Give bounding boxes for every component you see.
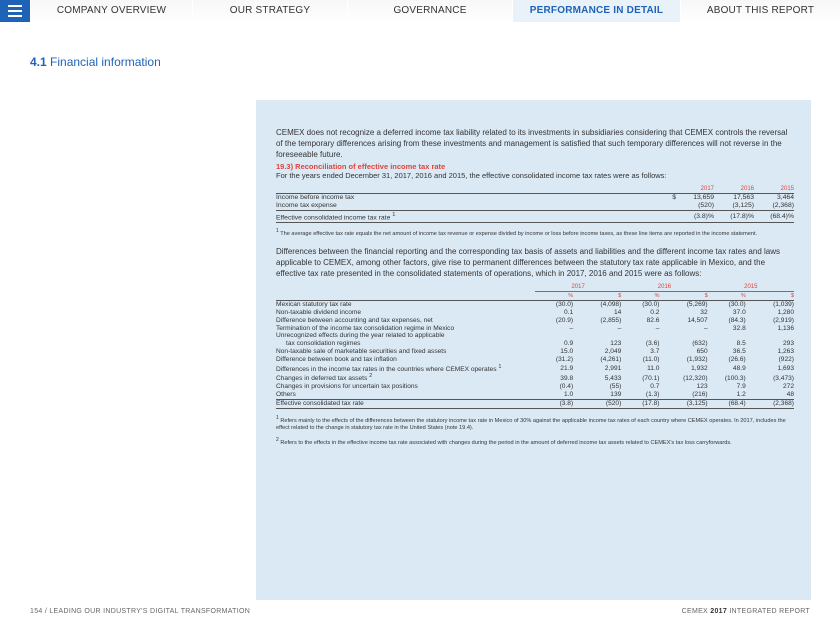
cell: 1.2 (736, 391, 746, 399)
cell: 293 (782, 340, 794, 348)
row-label-text: Mexican statutory tax rate (276, 301, 352, 309)
table-row (276, 383, 794, 391)
cell: – (569, 324, 574, 332)
row-label (276, 309, 535, 317)
row-label (276, 364, 535, 374)
cell: 0.1 (563, 308, 574, 316)
page-number: 154 (30, 608, 43, 615)
cell: 15.0 (560, 347, 574, 355)
cell: 0.7 (650, 383, 660, 391)
footnote-mark: 1 (276, 414, 279, 421)
table2-year: 2015 (708, 283, 794, 292)
row-label: Income tax expense (276, 202, 337, 209)
cell: 48 (786, 391, 794, 399)
table2-body (276, 301, 794, 409)
cell: (17.8) (621, 400, 659, 409)
cell: (1.3) (645, 391, 660, 399)
cell: (3.8)% (676, 211, 714, 223)
cell: 1,932 (691, 364, 708, 372)
table2-unit-header (276, 292, 794, 301)
cell: 8.5 (736, 340, 746, 348)
row-label-text: Difference between accounting and tax expenses, net (276, 316, 433, 324)
cell: (68.4)% (754, 211, 794, 223)
cell: – (617, 324, 622, 332)
row-label (276, 348, 535, 356)
cell: 36.5 (732, 347, 746, 355)
cell: 11.0 (647, 364, 660, 372)
table1-year: 2017 (700, 186, 714, 192)
footnote-ref: 1 (392, 212, 396, 218)
table-row (276, 194, 794, 203)
table-row (276, 400, 794, 409)
intro-paragraph: CEMEX does not recognize a deferred income tax liability related to its investments in subsidiaries considering that CEMEX controls the reversal of the temporary differences arising from these investments and management is satisfied that such temporary differences will not reverse in the foreseeable future. (276, 128, 788, 159)
footer-report-name: INTEGRATED REPORT (729, 608, 810, 615)
nav-company-overview[interactable]: COMPANY OVERVIEW (30, 0, 192, 22)
table-row (276, 364, 794, 374)
footnote-text: Refers to the effects in the effective income tax rate associated with changes during the period in the amount of deferred income tax assets related to CEMEX's tax loss carryforwards. (280, 439, 732, 446)
table1-header (276, 185, 794, 194)
table2-footnote-2 (276, 437, 794, 447)
cell: 1,263 (777, 347, 794, 355)
cell: 14,507 (687, 316, 708, 324)
footer-left (30, 608, 250, 615)
footnote-mark: 2 (276, 436, 279, 443)
cell: (4,261) (600, 355, 622, 363)
nav-governance[interactable]: GOVERNANCE (347, 0, 512, 22)
top-navigation (0, 0, 840, 22)
table2-year-header (276, 283, 794, 292)
row-label (276, 325, 535, 333)
subheading: 19.3) Reconciliation of effective income tax rate (276, 162, 446, 171)
nav-performance-in-detail[interactable]: PERFORMANCE IN DETAIL (512, 0, 680, 22)
row-label (276, 332, 535, 340)
row-label (276, 301, 535, 309)
row-label-text: Effective consolidated tax rate (276, 400, 364, 408)
middle-paragraph: Differences between the financial reporting and the corresponding tax basis of assets and liabilities and the different income tax rates and laws applicable to CEMEX, among other factors, give rise to permanent differences between the statutory tax rate applicable in Mexico, and the effective tax rate presented in the consolidated statements of operations, which in 2017, 2016 and 2015 were as follows: (276, 247, 781, 279)
cell: (55) (609, 383, 622, 391)
footnote-mark: 1 (276, 228, 279, 235)
cell: (17.8)% (714, 211, 754, 223)
footer-right (682, 608, 810, 615)
table-row (276, 373, 794, 383)
unit-label: $ (704, 293, 708, 300)
section-title (30, 55, 161, 69)
cell: 272 (782, 383, 794, 391)
cell (746, 332, 794, 340)
unit-label: $ (790, 293, 794, 300)
table2-year: 2016 (621, 283, 707, 292)
row-label-text: Differences in the income tax rates in the countries where CEMEX operates (276, 365, 497, 373)
cell: (2,855) (600, 316, 622, 324)
row-label-text: Effective consolidated income tax rate (276, 214, 391, 222)
table-row (276, 309, 794, 317)
footer-separator: / (44, 608, 48, 615)
table-row (276, 301, 794, 309)
cell: (1,932) (686, 355, 708, 363)
cell: 7.9 (736, 383, 746, 391)
table-row (276, 391, 794, 399)
cell (621, 332, 659, 340)
cell: 14 (613, 308, 622, 316)
cell: 0.9 (563, 340, 574, 348)
footnote-ref: 1 (498, 363, 502, 370)
table2-year: 2017 (535, 283, 621, 292)
cell: 139 (610, 391, 622, 399)
cell: (2,919) (773, 316, 794, 324)
cell: 32.8 (732, 324, 746, 332)
row-label-text: Difference between book and tax inflation (276, 355, 397, 363)
cell: 82.6 (646, 316, 660, 324)
table1-year: 2016 (740, 186, 754, 192)
nav-about-this-report[interactable]: ABOUT THIS REPORT (680, 0, 840, 22)
row-label (276, 400, 535, 409)
cell: 3.7 (650, 347, 660, 355)
tax-difference-table (276, 283, 794, 409)
table1-footnote (276, 228, 794, 238)
row-label: Income before income tax (276, 194, 666, 203)
cell: (0.4) (559, 383, 574, 391)
cell: (31.2) (555, 355, 574, 363)
cell: 1,136 (777, 324, 794, 332)
row-label-text: tax consolidation regimes (286, 340, 361, 348)
cell: (2,368) (746, 400, 794, 409)
unit-label: % (654, 293, 660, 300)
cell: (70.1) (642, 374, 660, 382)
row-label-text: Changes in deferred tax assets (276, 375, 368, 383)
cell: (3.6) (645, 340, 660, 348)
cell: 0.2 (650, 308, 660, 316)
row-label-text: Unrecognized effects during the year related to applicable (276, 332, 445, 340)
cell: – (703, 324, 708, 332)
row-label (276, 391, 535, 399)
footer-tagline: LEADING OUR INDUSTRY'S DIGITAL TRANSFORMATION (49, 608, 251, 615)
cell: (632) (692, 340, 708, 348)
cell: 37.0 (732, 308, 746, 316)
table1-year: 2015 (780, 186, 794, 192)
cell: 650 (696, 347, 708, 355)
row-label-text: Non-taxable dividend income (276, 308, 362, 316)
cell: (12,320) (683, 374, 708, 382)
cell: (68.4) (708, 400, 746, 409)
cell: (3,125) (732, 202, 754, 209)
cell: 17,563 (714, 194, 754, 203)
row-label (276, 317, 535, 325)
table-row (276, 340, 794, 348)
cell: 1,693 (777, 364, 794, 372)
lead-text: For the years ended December 31, 2017, 2016 and 2015, the effective consolidated income tax rates were as follows: (276, 171, 667, 180)
cell: (30.0) (535, 301, 573, 309)
table-row (276, 317, 794, 325)
nav-our-strategy[interactable]: OUR STRATEGY (192, 0, 347, 22)
cell (573, 332, 621, 340)
cell: 1.0 (563, 391, 574, 399)
row-label (276, 211, 666, 223)
unit-label: $ (618, 293, 622, 300)
table-row (276, 202, 794, 211)
cell: 5,433 (604, 374, 622, 382)
cell: (20.9) (555, 316, 574, 324)
cell: 21.9 (560, 364, 574, 372)
row-label (276, 383, 535, 391)
cell: (922) (778, 355, 794, 363)
cell: (30.0) (621, 301, 659, 309)
table-row (276, 332, 794, 340)
cell: 123 (610, 340, 622, 348)
table-row (276, 325, 794, 333)
footnote-ref: 2 (369, 373, 373, 380)
row-label (276, 340, 535, 348)
cell (535, 332, 573, 340)
cell: 3,464 (754, 194, 794, 203)
cell: (3,473) (773, 374, 794, 382)
table2-footnote-1 (276, 415, 794, 432)
hamburger-icon[interactable] (0, 0, 30, 22)
cell: (520) (573, 400, 621, 409)
footnote-text: The average effective tax rate equals the net amount of income tax revenue or expense divided by income or loss before income taxes, as these line items are reported in the income statement. (280, 231, 758, 238)
table-row (276, 211, 794, 223)
cell: 32 (700, 308, 708, 316)
cell (708, 332, 746, 340)
section-title-text: Financial information (50, 55, 161, 69)
cell: (3,125) (659, 400, 707, 409)
footer-year: 2017 (710, 608, 728, 615)
cell: (520) (698, 202, 714, 209)
table-row (276, 356, 794, 364)
cell: 2,991 (604, 364, 622, 372)
row-label (276, 356, 535, 364)
cell: (84.3) (728, 316, 746, 324)
cell: (216) (692, 391, 708, 399)
cell: (2,368) (772, 202, 794, 209)
cell: (11.0) (642, 355, 660, 363)
unit-label: % (568, 293, 574, 300)
cell (659, 332, 707, 340)
cell: 39.8 (560, 374, 574, 382)
cell: 123 (696, 383, 708, 391)
content-body (276, 127, 794, 447)
table-row (276, 348, 794, 356)
cell: (5,269) (659, 301, 707, 309)
cell: – (655, 324, 660, 332)
cell: 1,280 (777, 308, 794, 316)
row-label (276, 373, 535, 383)
cell: (30.0) (708, 301, 746, 309)
cell: (4,098) (573, 301, 621, 309)
cell: 48.9 (732, 364, 746, 372)
row-label-text: Changes in provisions for uncertain tax positions (276, 383, 418, 391)
footer-brand: CEMEX (681, 608, 709, 615)
section-number: 4.1 (30, 55, 47, 69)
row-label-text: Non-taxable sale of marketable securities and fixed assets (276, 347, 447, 355)
cell: (26.6) (728, 355, 746, 363)
cell: (1,039) (746, 301, 794, 309)
cell: (100.3) (724, 374, 746, 382)
row-label-text: Others (276, 391, 296, 399)
tax-rate-table (276, 185, 794, 223)
cell: 13,659 (676, 194, 714, 203)
footnote-text: Refers mainly to the effects of the differences between the statutory income tax rate in Mexico of 30% against the applicable income tax rates of each country where CEMEX operates. In 2017, includes the effect related to the change in statutory tax rate in the United States (note 19.4). (276, 417, 786, 431)
currency-symbol: $ (666, 194, 676, 203)
cell: (3.8) (535, 400, 573, 409)
unit-label: % (740, 293, 746, 300)
row-label-text: Termination of the income tax consolidation regime in Mexico (276, 324, 455, 332)
cell: 2,049 (604, 347, 622, 355)
